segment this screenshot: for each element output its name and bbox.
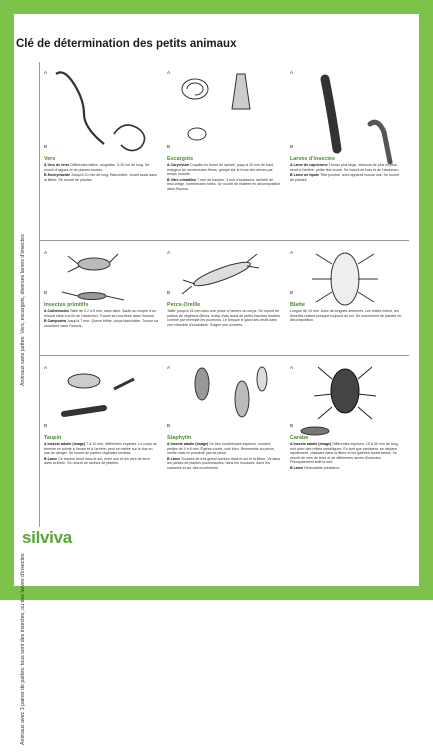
cell-description — [167, 309, 281, 328]
description-line: B Larve Souvent de très grand nombre dans le sol et la litière. Vit dans les parties de plantes pourrissantes, dans les mousses, dans les cadavres et sur des excréments. — [167, 456, 281, 470]
cell-title: Larves d'insectes — [290, 156, 336, 162]
description-line: B Larve Redoutable prédateur. — [290, 465, 340, 470]
key-cell — [167, 64, 285, 223]
cell-description — [167, 163, 281, 193]
specimen-illustration — [290, 244, 408, 306]
description-line: A Insecte adulte (image) Différentes espèces, 15 à 30 mm de long, noir avec des reflets métalliques. En tant que prédateur, se déplace rapidement, chassant dans la litière et les galeries souterraines. Se nourrit de vers de terre et de différentes larves d'insectes. Principalement actif la nuit. — [290, 442, 399, 465]
cell-title: Carabe — [290, 435, 309, 441]
figure-label: A — [44, 70, 48, 75]
description-line: B Enchytraeide Jusqu'à 10 mm de long. Blanchâtre, vivant aussi dans la litière. Se nourrit de plantes. — [44, 173, 157, 182]
key-cell — [290, 359, 408, 502]
figure-label: B — [290, 423, 294, 428]
figure-label: A — [44, 250, 48, 255]
cell-description — [167, 442, 281, 472]
figure-label: B — [167, 144, 171, 149]
key-cell — [167, 359, 285, 502]
figure-label: A — [290, 70, 294, 75]
cell-title: Blatte — [290, 302, 305, 308]
specimen-illustration — [44, 64, 162, 160]
description-line: A Collemboles Taille de 0.2 à 6 mm, sans ailes. Saute au moyen d'un ressort situé à la fin de l'abdomen. Trouve sa nourriture dans l'humus. — [44, 309, 156, 318]
key-cell — [44, 64, 162, 223]
figure-label: A — [290, 365, 294, 370]
cell-description — [290, 309, 404, 324]
figure-label: A — [167, 70, 171, 75]
page-title: Clé de détermination des petits animaux — [16, 38, 237, 50]
description-line: A Larve de capricorne Thorax plus large, dessous de plus en plus étroit à l'arrière, petite tête brune. Se nourrit de bois et de l'abdomen. — [290, 163, 400, 172]
cell-title: Taupin — [44, 435, 62, 441]
figure-label: B — [167, 423, 171, 428]
side-label-top-text: Animaux sans pattes: Vers, escargots, diverses larves d'insectes — [20, 234, 26, 386]
left-divider — [39, 62, 40, 527]
figure-label: A — [290, 250, 294, 255]
description-line: A Vers de terre Différentes tailles, rougeâtre, 3-30 cm de long. Se nourrit d'algues et de plantes mortes. — [44, 163, 150, 172]
description-line: A Insecte adulte (image) De très nombreuses espèces, souvent petites de 4 à 6 mm. Élytres courts, vole bien. Ressemble au perce-oreille mais ne possède pas de pince. — [167, 442, 275, 456]
key-cell — [290, 244, 408, 369]
description-line: B Vitre cristalline 7 mm de hauteur, 3 mm d'épaisseur, tacheté de brun-beige, nombreuses stries. Se nourrit de matière en décomposition dans l'humus. — [167, 177, 281, 191]
cell-description — [290, 442, 404, 472]
description-line: B Larve Ce travers mord dans le sol, entre eux et les vers de terre dans la litière. Se nourrit de racines de plantes. — [44, 456, 150, 466]
cell-description — [44, 163, 158, 183]
cell-description — [44, 442, 158, 467]
figure-label: B — [44, 290, 48, 295]
specimen-illustration — [167, 244, 285, 306]
description-line: A Carychium Coquille en forme de spirale, jusqu'à 20 mm de haut, mangeur de nombreuses fibres, grimpe sur le tronc des arbres par temps humide. — [167, 163, 275, 177]
cell-title: Staphylin — [167, 435, 192, 441]
figure-label: B — [290, 144, 294, 149]
figure-label: B — [44, 423, 48, 428]
figure-label: A — [167, 250, 171, 255]
cell-title: Escargots — [167, 156, 194, 162]
specimen-illustration — [290, 359, 408, 439]
specimen-illustration — [44, 359, 162, 439]
specimen-illustration — [290, 64, 408, 160]
description-line: Longue de 10 mm. Avec de longues antennes. Les mâles volent, les femelles restent presque toujours au sol. Se nourrissent de plantes en décomposition. — [290, 309, 402, 323]
figure-label: B — [44, 144, 48, 149]
side-label-top — [20, 236, 30, 386]
cell-description — [290, 163, 404, 183]
cell-description — [44, 309, 158, 329]
row-divider-1 — [39, 240, 409, 241]
key-cell — [290, 64, 408, 223]
key-cell — [44, 244, 162, 369]
figure-label: B — [167, 290, 171, 295]
description-line: Taille: jusqu'à 16 mm avec une pince à l'arrière du corps. Se nourrit de parties de végétaux (fleurs, fruits) mais aussi de petits insectes tendres comme par exemple les pucerons. Le lorsque le gand ses œufs dans une chambre d'incubation. Soigne ses couvées. — [167, 309, 281, 327]
side-label-bottom-text: Animaux avec 3 paires de pattes: tous sont des insectes, ou des larves d'insectes — [20, 553, 26, 745]
specimen-illustration — [44, 244, 162, 306]
cell-title: Insectes primitifs — [44, 302, 89, 308]
key-cell — [44, 359, 162, 502]
cell-title: Perce-Oreille — [167, 302, 201, 308]
cell-title: Vers — [44, 156, 56, 162]
silviva-logo: silviva — [22, 528, 72, 547]
description-line: B Campodea Jusqu'à 7 mm. Queue bifide, corps blanchâtre. Trouve sa nourriture dans l'humus. — [44, 319, 158, 328]
figure-label: A — [44, 365, 48, 370]
description-line: B Larve de tipule Tête pointue, avec appareil buccal noir. Se nourrit de plantes. — [290, 173, 400, 182]
key-cell — [167, 244, 285, 369]
figure-label: B — [290, 290, 294, 295]
specimen-illustration — [167, 64, 285, 160]
specimen-illustration — [167, 359, 285, 439]
figure-label: A — [167, 365, 171, 370]
description-line: A Insecte adulte (image) 7 à 10 mm, différentes espèces. Le corps se termine en pointe à l'avant et à l'arrière, peut se mettre sur le dos en cas de danger. Se nourrit de parties végétales tendres. — [44, 442, 157, 456]
